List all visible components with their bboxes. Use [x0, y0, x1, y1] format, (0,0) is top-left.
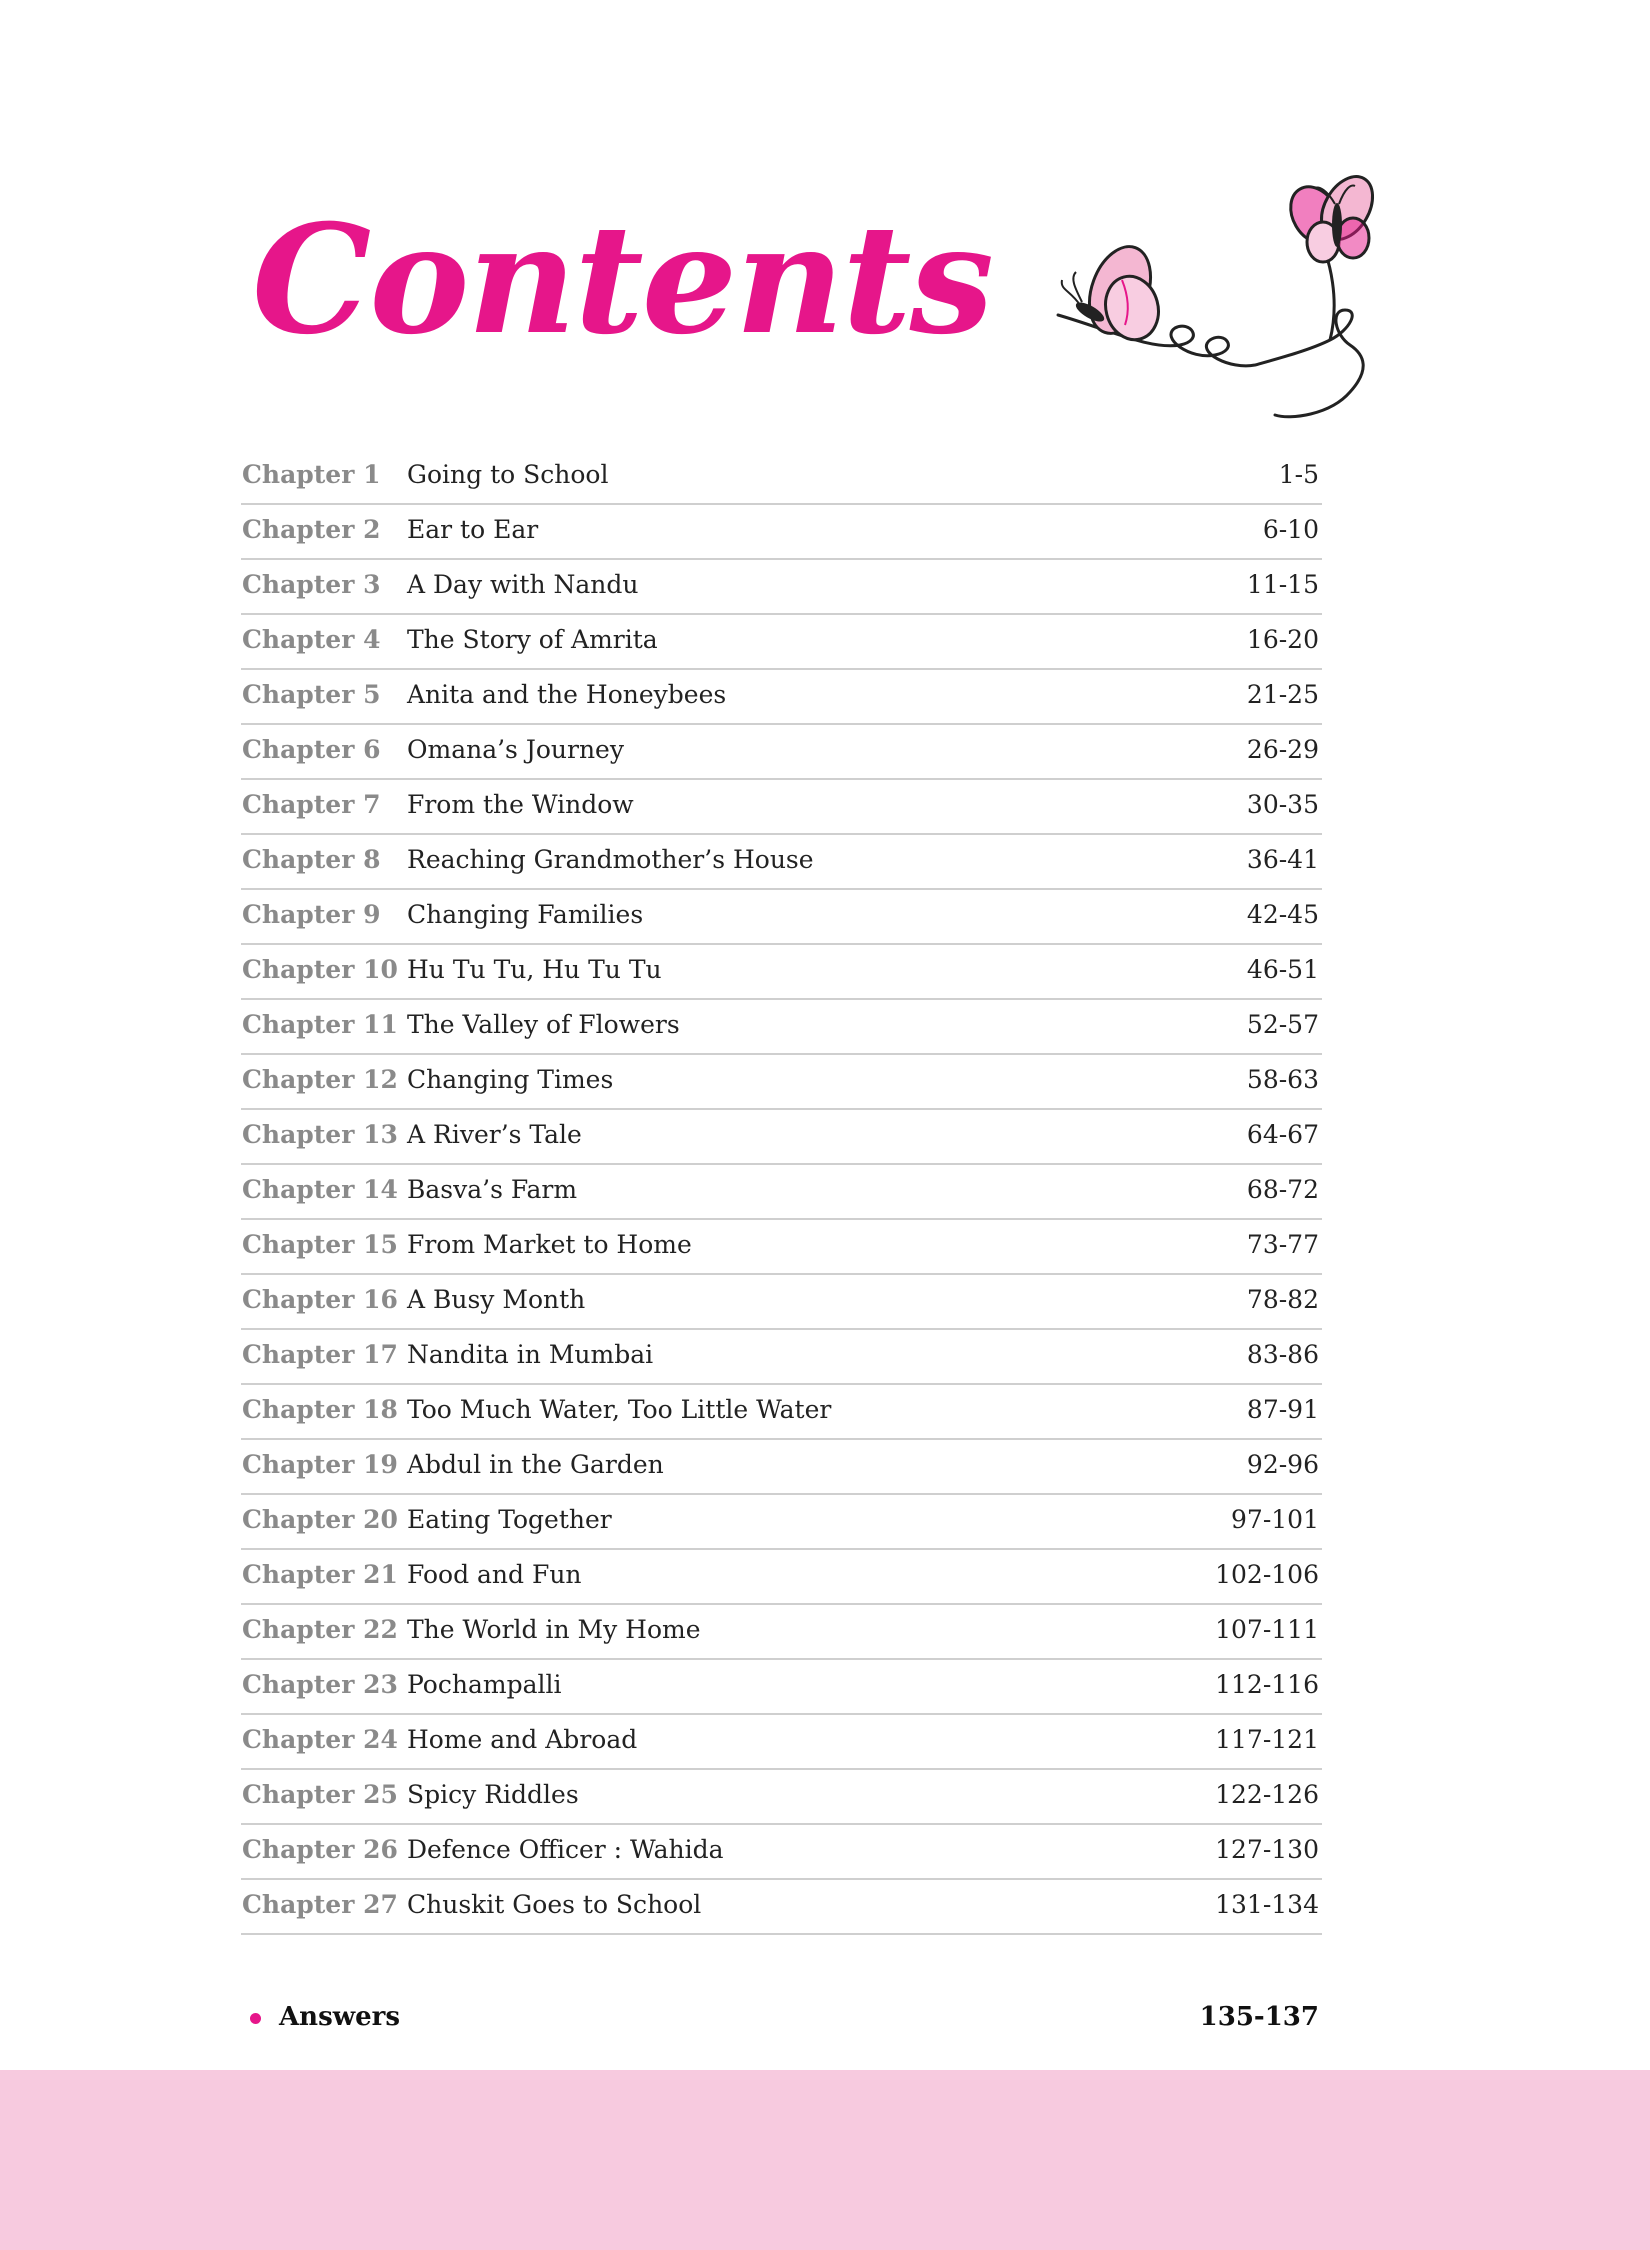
answers-pages: 135-137	[1199, 2002, 1319, 2032]
page-range: 92-96	[1246, 1450, 1319, 1479]
toc-row[interactable]	[241, 1110, 1322, 1165]
toc-row[interactable]	[241, 1220, 1322, 1275]
chapter-title: A Day with Nandu	[407, 570, 639, 599]
chapter-title: Changing Families	[407, 900, 644, 929]
toc-row[interactable]	[241, 1715, 1322, 1770]
chapter-label: Chapter 13	[242, 1120, 398, 1149]
page-range: 73-77	[1246, 1230, 1319, 1259]
toc-row[interactable]	[241, 615, 1322, 670]
chapter-title: Anita and the Honeybees	[407, 680, 727, 709]
page-range: 102-106	[1215, 1560, 1319, 1589]
toc-row[interactable]	[241, 505, 1322, 560]
chapter-title: Abdul in the Garden	[407, 1450, 664, 1479]
toc-row[interactable]	[241, 945, 1322, 1000]
chapter-title: The Story of Amrita	[407, 625, 658, 654]
chapter-label: Chapter 27	[242, 1890, 398, 1919]
chapter-title: From Market to Home	[407, 1230, 692, 1259]
toc-row[interactable]	[241, 1165, 1322, 1220]
chapter-label: Chapter 7	[242, 790, 381, 819]
toc-row[interactable]	[241, 890, 1322, 945]
chapter-title: Chuskit Goes to School	[407, 1890, 702, 1919]
page-range: 6-10	[1262, 515, 1319, 544]
chapter-label: Chapter 17	[242, 1340, 398, 1369]
page-range: 11-15	[1246, 570, 1319, 599]
chapter-label: Chapter 2	[242, 515, 381, 544]
chapter-label: Chapter 1	[242, 460, 381, 489]
chapter-title: Defence Officer : Wahida	[407, 1835, 724, 1864]
toc-row[interactable]	[241, 725, 1322, 780]
toc-row[interactable]	[241, 1880, 1322, 1935]
page-range: 58-63	[1246, 1065, 1319, 1094]
page-range: 30-35	[1246, 790, 1319, 819]
chapter-title: Spicy Riddles	[407, 1780, 579, 1809]
chapter-title: A Busy Month	[407, 1285, 586, 1314]
page-range: 122-126	[1215, 1780, 1319, 1809]
chapter-label: Chapter 16	[242, 1285, 398, 1314]
page-range: 26-29	[1246, 735, 1319, 764]
chapter-title: From the Window	[407, 790, 634, 819]
chapter-label: Chapter 21	[242, 1560, 398, 1589]
chapter-label: Chapter 25	[242, 1780, 398, 1809]
toc-row[interactable]	[241, 1495, 1322, 1550]
chapter-label: Chapter 5	[242, 680, 381, 709]
bullet-dot-icon	[250, 2013, 261, 2024]
page-range: 97-101	[1231, 1505, 1319, 1534]
chapter-label: Chapter 18	[242, 1395, 398, 1424]
chapter-label: Chapter 22	[242, 1615, 398, 1644]
toc-row[interactable]	[241, 1605, 1322, 1660]
toc-row[interactable]	[241, 1770, 1322, 1825]
toc-row[interactable]	[241, 1660, 1322, 1715]
page-range: 87-91	[1246, 1395, 1319, 1424]
page-range: 36-41	[1246, 845, 1319, 874]
page-range: 83-86	[1246, 1340, 1319, 1369]
chapter-label: Chapter 14	[242, 1175, 398, 1204]
page-range: 127-130	[1215, 1835, 1319, 1864]
chapter-title: Nandita in Mumbai	[407, 1340, 654, 1369]
chapter-title: Ear to Ear	[407, 515, 539, 544]
page-range: 107-111	[1215, 1615, 1319, 1644]
chapter-title: Too Much Water, Too Little Water	[407, 1395, 832, 1424]
page-range: 42-45	[1246, 900, 1319, 929]
chapter-title: The World in My Home	[407, 1615, 701, 1644]
chapter-label: Chapter 26	[242, 1835, 398, 1864]
chapter-title: A River’s Tale	[407, 1120, 582, 1149]
chapter-label: Chapter 4	[242, 625, 381, 654]
chapter-label: Chapter 10	[242, 955, 398, 984]
toc-row[interactable]	[241, 1550, 1322, 1605]
chapter-label: Chapter 24	[242, 1725, 398, 1754]
butterfly-icon	[1030, 170, 1400, 430]
toc-row[interactable]	[241, 780, 1322, 835]
toc-row[interactable]	[241, 1330, 1322, 1385]
chapter-label: Chapter 20	[242, 1505, 398, 1534]
toc-row[interactable]	[241, 450, 1322, 505]
answers-label: Answers	[279, 2002, 400, 2032]
toc-row[interactable]	[241, 1825, 1322, 1880]
chapter-title: The Valley of Flowers	[407, 1010, 680, 1039]
chapter-title: Food and Fun	[407, 1560, 582, 1589]
toc-row[interactable]	[241, 1000, 1322, 1055]
page-range: 78-82	[1246, 1285, 1319, 1314]
page-range: 52-57	[1246, 1010, 1319, 1039]
chapter-title: Eating Together	[407, 1505, 612, 1534]
page-range: 21-25	[1246, 680, 1319, 709]
table-of-contents	[241, 450, 1322, 1935]
page-range: 46-51	[1246, 955, 1319, 984]
page-range: 64-67	[1246, 1120, 1319, 1149]
chapter-label: Chapter 3	[242, 570, 381, 599]
page-range: 117-121	[1215, 1725, 1319, 1754]
toc-row[interactable]	[241, 560, 1322, 615]
chapter-title: Basva’s Farm	[407, 1175, 578, 1204]
chapter-label: Chapter 12	[242, 1065, 398, 1094]
toc-row[interactable]	[241, 1275, 1322, 1330]
chapter-title: Omana’s Journey	[407, 735, 624, 764]
chapter-label: Chapter 8	[242, 845, 381, 874]
footer-band	[0, 2070, 1650, 2250]
page-title: Contents	[252, 192, 993, 368]
toc-row[interactable]	[241, 670, 1322, 725]
answers-row[interactable]	[241, 1998, 1322, 2038]
chapter-title: Pochampalli	[407, 1670, 562, 1699]
chapter-label: Chapter 9	[242, 900, 381, 929]
toc-row[interactable]	[241, 1385, 1322, 1440]
toc-row[interactable]	[241, 835, 1322, 890]
chapter-title: Hu Tu Tu, Hu Tu Tu	[407, 955, 662, 984]
chapter-title: Home and Abroad	[407, 1725, 638, 1754]
page-range: 1-5	[1278, 460, 1319, 489]
chapter-label: Chapter 23	[242, 1670, 398, 1699]
chapter-title: Changing Times	[407, 1065, 614, 1094]
page-range: 112-116	[1215, 1670, 1319, 1699]
chapter-label: Chapter 11	[242, 1010, 398, 1039]
toc-row[interactable]	[241, 1055, 1322, 1110]
toc-row[interactable]	[241, 1440, 1322, 1495]
page-range: 68-72	[1246, 1175, 1319, 1204]
page-range: 131-134	[1215, 1890, 1319, 1919]
page-range: 16-20	[1246, 625, 1319, 654]
chapter-label: Chapter 19	[242, 1450, 398, 1479]
chapter-label: Chapter 15	[242, 1230, 398, 1259]
chapter-title: Going to School	[407, 460, 609, 489]
chapter-label: Chapter 6	[242, 735, 381, 764]
chapter-title: Reaching Grandmother’s House	[407, 845, 814, 874]
